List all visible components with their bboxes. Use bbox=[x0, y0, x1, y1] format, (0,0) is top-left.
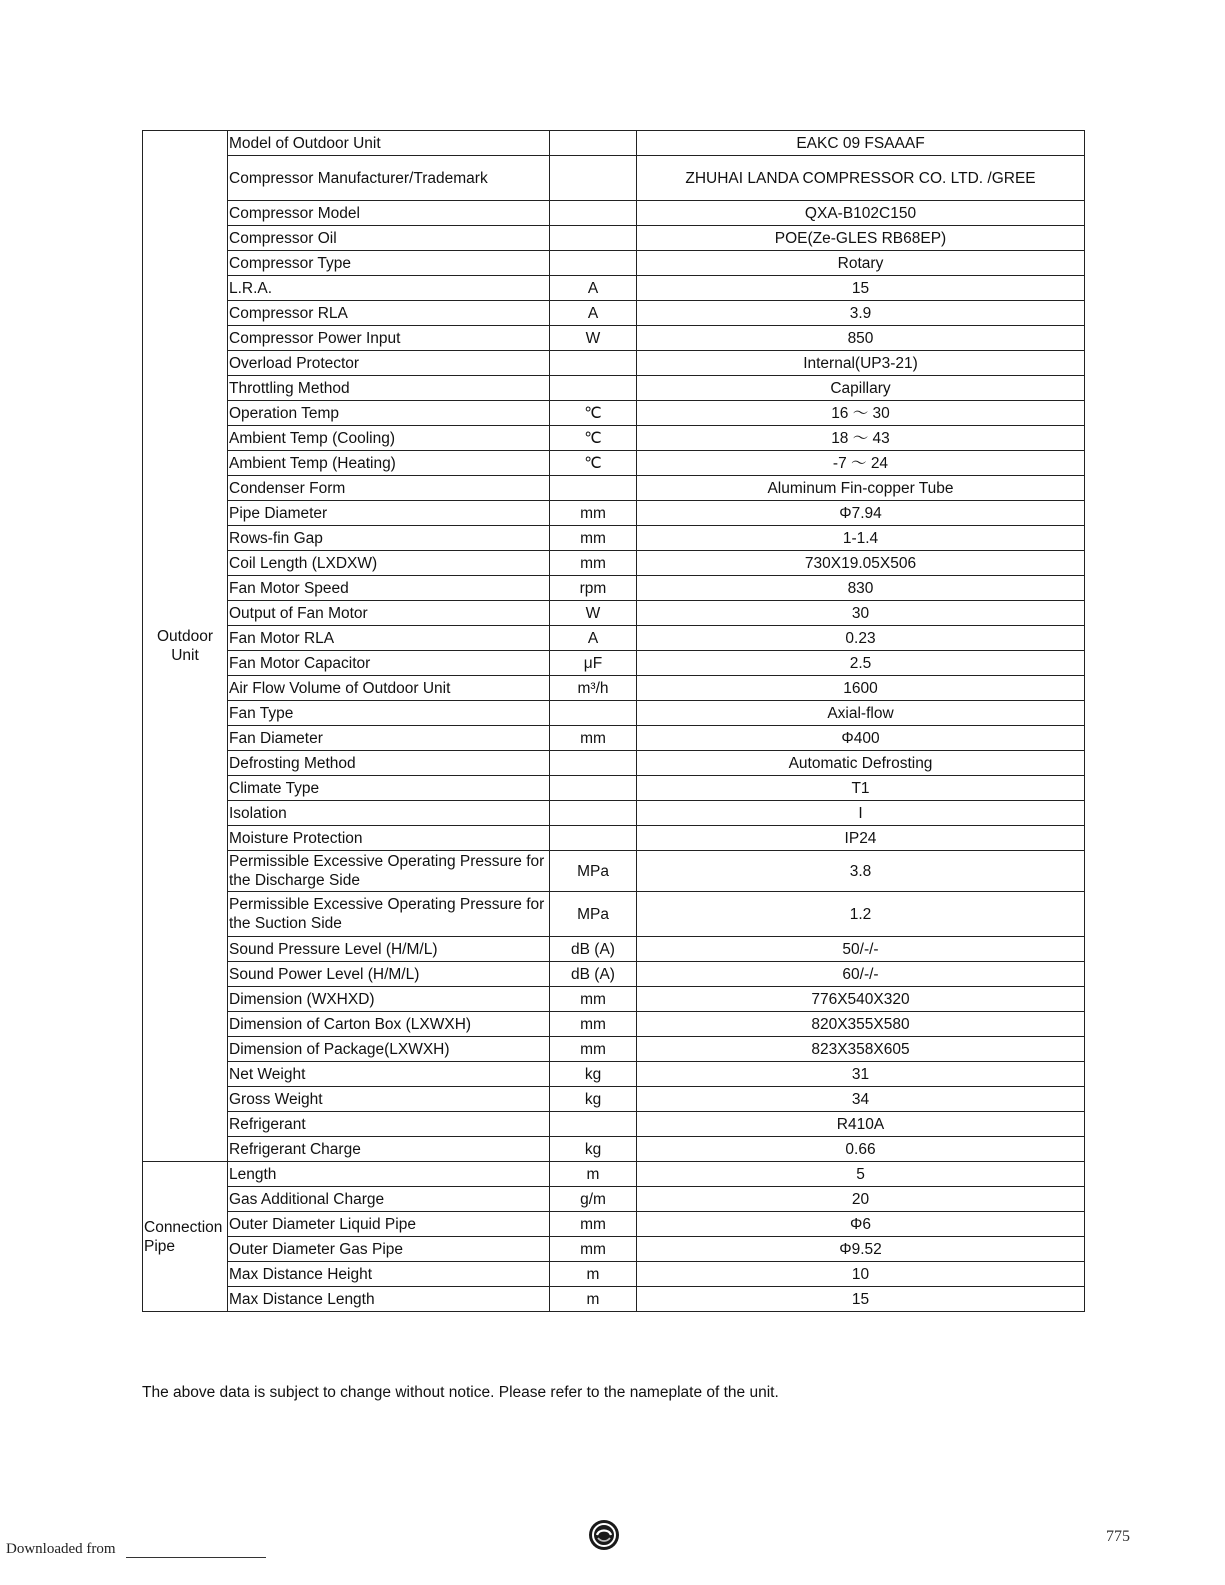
unit-cell: mm bbox=[550, 551, 637, 576]
value-cell: QXA-B102C150 bbox=[637, 201, 1085, 226]
param-cell: Max Distance Height bbox=[228, 1262, 550, 1287]
unit-cell: kg bbox=[550, 1062, 637, 1087]
unit-cell: μF bbox=[550, 651, 637, 676]
unit-cell: rpm bbox=[550, 576, 637, 601]
table-row bbox=[143, 576, 1085, 601]
value-cell: Φ9.52 bbox=[637, 1237, 1085, 1262]
table-row bbox=[143, 776, 1085, 801]
table-row bbox=[143, 751, 1085, 776]
table-row bbox=[143, 426, 1085, 451]
param-cell: Permissible Excessive Operating Pressure for the Suction Side bbox=[228, 892, 550, 937]
param-cell: L.R.A. bbox=[228, 276, 550, 301]
unit-cell bbox=[550, 826, 637, 851]
spec-table bbox=[142, 130, 1085, 1312]
param-cell: Dimension (WXHXD) bbox=[228, 987, 550, 1012]
unit-cell: mm bbox=[550, 1012, 637, 1037]
value-cell: 730X19.05X506 bbox=[637, 551, 1085, 576]
value-cell: 16 ～ 30 bbox=[637, 401, 1085, 426]
value-cell: Φ400 bbox=[637, 726, 1085, 751]
value-cell: 776X540X320 bbox=[637, 987, 1085, 1012]
table-row bbox=[143, 1187, 1085, 1212]
table-row bbox=[143, 401, 1085, 426]
group-label-connection-pipe-line1: Connection bbox=[144, 1218, 223, 1236]
table-row bbox=[143, 1137, 1085, 1162]
param-cell: Fan Motor Capacitor bbox=[228, 651, 550, 676]
table-row bbox=[143, 651, 1085, 676]
value-cell: 18 ～ 43 bbox=[637, 426, 1085, 451]
unit-cell: mm bbox=[550, 1212, 637, 1237]
group-label-outdoor-unit-line2: Unit bbox=[171, 647, 199, 664]
unit-cell: mm bbox=[550, 726, 637, 751]
table-row bbox=[143, 851, 1085, 892]
value-cell: 10 bbox=[637, 1262, 1085, 1287]
param-cell: Gross Weight bbox=[228, 1087, 550, 1112]
value-cell: 830 bbox=[637, 576, 1085, 601]
param-cell: Output of Fan Motor bbox=[228, 601, 550, 626]
table-row bbox=[143, 1012, 1085, 1037]
value-cell: 60/-/- bbox=[637, 962, 1085, 987]
param-cell: Fan Type bbox=[228, 701, 550, 726]
page-number: 775 bbox=[1106, 1528, 1130, 1545]
unit-cell bbox=[550, 776, 637, 801]
table-row bbox=[143, 1212, 1085, 1237]
table-row bbox=[143, 1262, 1085, 1287]
param-cell: Refrigerant bbox=[228, 1112, 550, 1137]
unit-cell: mm bbox=[550, 526, 637, 551]
value-cell: 0.23 bbox=[637, 626, 1085, 651]
value-cell: Capillary bbox=[637, 376, 1085, 401]
unit-cell: kg bbox=[550, 1137, 637, 1162]
table-row bbox=[143, 937, 1085, 962]
unit-cell bbox=[550, 476, 637, 501]
unit-cell bbox=[550, 226, 637, 251]
table-row bbox=[143, 451, 1085, 476]
table-row bbox=[143, 987, 1085, 1012]
param-cell: Pipe Diameter bbox=[228, 501, 550, 526]
param-cell: Compressor Oil bbox=[228, 226, 550, 251]
param-cell: Climate Type bbox=[228, 776, 550, 801]
param-cell: Gas Additional Charge bbox=[228, 1187, 550, 1212]
param-cell: Compressor Manufacturer/Trademark bbox=[228, 156, 550, 201]
unit-cell: W bbox=[550, 326, 637, 351]
param-cell: Compressor Type bbox=[228, 251, 550, 276]
value-cell: 2.5 bbox=[637, 651, 1085, 676]
value-cell: Φ6 bbox=[637, 1212, 1085, 1237]
table-row bbox=[143, 962, 1085, 987]
value-cell: 1-1.4 bbox=[637, 526, 1085, 551]
table-row bbox=[143, 251, 1085, 276]
table-row bbox=[143, 701, 1085, 726]
param-cell: Operation Temp bbox=[228, 401, 550, 426]
value-cell: 50/-/- bbox=[637, 937, 1085, 962]
param-cell: Condenser Form bbox=[228, 476, 550, 501]
value-cell: Φ7.94 bbox=[637, 501, 1085, 526]
group-label-outdoor-unit-line1: Outdoor bbox=[156, 628, 213, 645]
unit-cell: m bbox=[550, 1287, 637, 1312]
param-cell: Overload Protector bbox=[228, 351, 550, 376]
param-cell: Rows-fin Gap bbox=[228, 526, 550, 551]
unit-cell: MPa bbox=[550, 851, 637, 892]
table-row bbox=[143, 276, 1085, 301]
param-cell: Coil Length (LXDXW) bbox=[228, 551, 550, 576]
unit-cell: mm bbox=[550, 501, 637, 526]
param-cell: Outer Diameter Gas Pipe bbox=[228, 1237, 550, 1262]
value-cell: 0.66 bbox=[637, 1137, 1085, 1162]
value-cell: 850 bbox=[637, 326, 1085, 351]
value-cell: 823X358X605 bbox=[637, 1037, 1085, 1062]
param-cell: Ambient Temp (Heating) bbox=[228, 451, 550, 476]
unit-cell bbox=[550, 251, 637, 276]
unit-cell bbox=[550, 751, 637, 776]
unit-cell bbox=[550, 801, 637, 826]
table-row bbox=[143, 326, 1085, 351]
table-row bbox=[143, 626, 1085, 651]
table-row bbox=[143, 301, 1085, 326]
param-cell: Max Distance Length bbox=[228, 1287, 550, 1312]
value-cell: Internal(UP3-21) bbox=[637, 351, 1085, 376]
table-row bbox=[143, 526, 1085, 551]
unit-cell: kg bbox=[550, 1087, 637, 1112]
table-row bbox=[143, 1037, 1085, 1062]
value-cell: R410A bbox=[637, 1112, 1085, 1137]
value-cell: 31 bbox=[637, 1062, 1085, 1087]
table-row bbox=[143, 501, 1085, 526]
value-cell: Aluminum Fin-copper Tube bbox=[637, 476, 1085, 501]
value-cell: 1600 bbox=[637, 676, 1085, 701]
param-cell: Compressor RLA bbox=[228, 301, 550, 326]
param-cell: Net Weight bbox=[228, 1062, 550, 1087]
table-row bbox=[143, 351, 1085, 376]
table-row bbox=[143, 601, 1085, 626]
param-cell: Compressor Model bbox=[228, 201, 550, 226]
value-cell: T1 bbox=[637, 776, 1085, 801]
value-cell: 5 bbox=[637, 1162, 1085, 1187]
param-cell: Dimension of Package(LXWXH) bbox=[228, 1037, 550, 1062]
unit-cell bbox=[550, 131, 637, 156]
value-cell: 20 bbox=[637, 1187, 1085, 1212]
param-cell: Compressor Power Input bbox=[228, 326, 550, 351]
unit-cell bbox=[550, 201, 637, 226]
table-row bbox=[143, 156, 1085, 201]
table-row bbox=[143, 376, 1085, 401]
value-cell: 15 bbox=[637, 1287, 1085, 1312]
unit-cell: m³/h bbox=[550, 676, 637, 701]
unit-cell bbox=[550, 1112, 637, 1137]
table-row bbox=[143, 676, 1085, 701]
value-cell: Rotary bbox=[637, 251, 1085, 276]
group-label-connection-pipe-line2: Pipe bbox=[144, 1237, 176, 1255]
value-cell: ZHUHAI LANDA COMPRESSOR CO. LTD. /GREE bbox=[637, 156, 1085, 201]
unit-cell: ℃ bbox=[550, 451, 637, 476]
brand-logo-icon bbox=[588, 1519, 620, 1551]
unit-cell: mm bbox=[550, 1237, 637, 1262]
unit-cell: A bbox=[550, 626, 637, 651]
param-cell: Sound Pressure Level (H/M/L) bbox=[228, 937, 550, 962]
downloaded-from-text: Downloaded from bbox=[6, 1541, 116, 1557]
unit-cell: mm bbox=[550, 987, 637, 1012]
param-cell: Model of Outdoor Unit bbox=[228, 131, 550, 156]
value-cell: EAKC 09 FSAAAF bbox=[637, 131, 1085, 156]
value-cell: Automatic Defrosting bbox=[637, 751, 1085, 776]
param-cell: Fan Motor Speed bbox=[228, 576, 550, 601]
downloaded-from-link-underline[interactable] bbox=[126, 1557, 266, 1558]
value-cell: 820X355X580 bbox=[637, 1012, 1085, 1037]
table-row bbox=[143, 131, 1085, 156]
table-row bbox=[143, 1287, 1085, 1312]
table-row bbox=[143, 726, 1085, 751]
value-cell: Axial-flow bbox=[637, 701, 1085, 726]
param-cell: Ambient Temp (Cooling) bbox=[228, 426, 550, 451]
unit-cell bbox=[550, 156, 637, 201]
table-row bbox=[143, 476, 1085, 501]
param-cell: Outer Diameter Liquid Pipe bbox=[228, 1212, 550, 1237]
value-cell: POE(Ze-GLES RB68EP) bbox=[637, 226, 1085, 251]
value-cell: 3.9 bbox=[637, 301, 1085, 326]
table-row bbox=[143, 1112, 1085, 1137]
param-cell: Throttling Method bbox=[228, 376, 550, 401]
value-cell: 34 bbox=[637, 1087, 1085, 1112]
group-label-connection-pipe bbox=[143, 1162, 228, 1312]
unit-cell: dB (A) bbox=[550, 937, 637, 962]
unit-cell: mm bbox=[550, 1037, 637, 1062]
table-row bbox=[143, 892, 1085, 937]
disclaimer-note: The above data is subject to change without notice. Please refer to the nameplate of the unit. bbox=[142, 1384, 779, 1401]
unit-cell: ℃ bbox=[550, 426, 637, 451]
param-cell: Dimension of Carton Box (LXWXH) bbox=[228, 1012, 550, 1037]
table-row bbox=[143, 826, 1085, 851]
unit-cell: g/m bbox=[550, 1187, 637, 1212]
table-row bbox=[143, 551, 1085, 576]
spec-table-body bbox=[143, 131, 1085, 1312]
param-cell: Permissible Excessive Operating Pressure for the Discharge Side bbox=[228, 851, 550, 892]
unit-cell: ℃ bbox=[550, 401, 637, 426]
unit-cell: W bbox=[550, 601, 637, 626]
unit-cell bbox=[550, 701, 637, 726]
param-cell: Moisture Protection bbox=[228, 826, 550, 851]
unit-cell: A bbox=[550, 301, 637, 326]
value-cell: 1.2 bbox=[637, 892, 1085, 937]
table-row bbox=[143, 801, 1085, 826]
value-cell: 3.8 bbox=[637, 851, 1085, 892]
value-cell: -7 ～ 24 bbox=[637, 451, 1085, 476]
param-cell: Air Flow Volume of Outdoor Unit bbox=[228, 676, 550, 701]
param-cell: Fan Diameter bbox=[228, 726, 550, 751]
unit-cell: dB (A) bbox=[550, 962, 637, 987]
value-cell: I bbox=[637, 801, 1085, 826]
value-cell: IP24 bbox=[637, 826, 1085, 851]
table-row bbox=[143, 1162, 1085, 1187]
table-row bbox=[143, 1237, 1085, 1262]
table-row bbox=[143, 201, 1085, 226]
param-cell: Fan Motor RLA bbox=[228, 626, 550, 651]
param-cell: Sound Power Level (H/M/L) bbox=[228, 962, 550, 987]
unit-cell: m bbox=[550, 1262, 637, 1287]
table-row bbox=[143, 226, 1085, 251]
group-label-outdoor-unit bbox=[143, 131, 228, 1162]
unit-cell: A bbox=[550, 276, 637, 301]
param-cell: Refrigerant Charge bbox=[228, 1137, 550, 1162]
unit-cell: m bbox=[550, 1162, 637, 1187]
value-cell: 30 bbox=[637, 601, 1085, 626]
table-row bbox=[143, 1062, 1085, 1087]
unit-cell bbox=[550, 351, 637, 376]
table-row bbox=[143, 1087, 1085, 1112]
unit-cell: MPa bbox=[550, 892, 637, 937]
param-cell: Length bbox=[228, 1162, 550, 1187]
param-cell: Isolation bbox=[228, 801, 550, 826]
unit-cell bbox=[550, 376, 637, 401]
param-cell: Defrosting Method bbox=[228, 751, 550, 776]
value-cell: 15 bbox=[637, 276, 1085, 301]
